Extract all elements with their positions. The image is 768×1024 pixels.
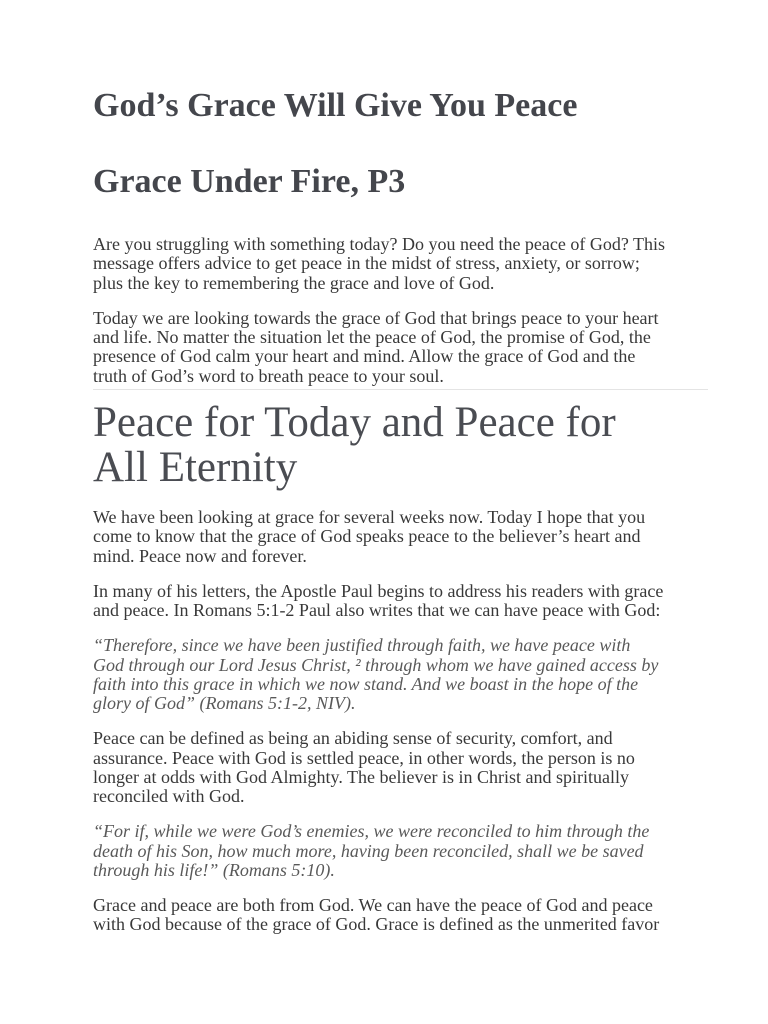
text-line: “Therefore, since we have been justified through faith, we have peace with <box>93 635 631 656</box>
text-line: presence of God calm your heart and mind. Allow the grace of God and the <box>93 346 636 367</box>
text-line: with God because of the grace of God. Grace is defined as the unmerited favor <box>93 914 660 935</box>
text-line: Peace can be defined as being an abiding sense of security, comfort, and <box>93 728 613 749</box>
document-title: God’s Grace Will Give You Peace <box>93 87 578 124</box>
text-line: and peace. In Romans 5:1-2 Paul also writes that we can have peace with God: <box>93 600 661 620</box>
text-line: Today we are looking towards the grace of God that brings peace to your heart <box>93 307 659 328</box>
text-line: longer at odds with God Almighty. The believer is in Christ and spiritually <box>93 766 629 787</box>
document-subtitle: Grace Under Fire, P3 <box>93 163 406 200</box>
text-line: truth of God’s word to breath peace to your soul. <box>93 365 444 386</box>
section-heading: Peace for Today and Peace for All Eternity <box>93 399 616 491</box>
text-line: assurance. Peace with God is settled peace, in other words, the person is no <box>93 747 635 768</box>
text-line: through his life!” (Romans 5:10). <box>93 859 335 880</box>
text-line: God through our Lord Jesus Christ, ² through whom we have gained access by <box>93 654 659 675</box>
scripture-quote <box>93 636 768 713</box>
text-line: come to know that the grace of God speaks peace to the believer’s heart and <box>93 526 641 547</box>
text-line: reconciled with God. <box>93 786 245 806</box>
body-paragraph <box>93 582 768 621</box>
text-line: glory of God” (Romans 5:1-2, NIV). <box>93 693 356 713</box>
body-paragraph <box>93 729 768 806</box>
section-divider <box>93 389 708 390</box>
text-line: and life. No matter the situation let the peace of God, the promise of God, the <box>93 327 651 347</box>
text-line: “For if, while we were God’s enemies, we were reconciled to him through the <box>93 821 650 842</box>
text-line: faith into this grace in which we now stand. And we boast in the hope of the <box>93 673 639 694</box>
text-line: plus the key to remembering the grace and love of God. <box>93 272 495 293</box>
text-line: In many of his letters, the Apostle Paul begins to address his readers with grace <box>93 580 664 601</box>
text-line: We have been looking at grace for several weeks now. Today I hope that you <box>93 507 646 527</box>
text-line: Are you struggling with something today? Do you need the peace of God? This <box>93 234 666 254</box>
scripture-quote <box>93 822 768 880</box>
body-paragraph <box>93 896 768 935</box>
text-line: death of his Son, how much more, having been reconciled, shall we be saved <box>93 840 644 861</box>
intro-paragraph <box>93 235 768 293</box>
text-line: Grace and peace are both from God. We can have the peace of God and peace <box>93 895 653 915</box>
body-paragraph <box>93 508 768 566</box>
text-line: message offers advice to get peace in the midst of stress, anxiety, or sorrow; <box>93 253 640 274</box>
text-line: mind. Peace now and forever. <box>93 545 307 566</box>
intro-paragraph <box>93 309 768 386</box>
